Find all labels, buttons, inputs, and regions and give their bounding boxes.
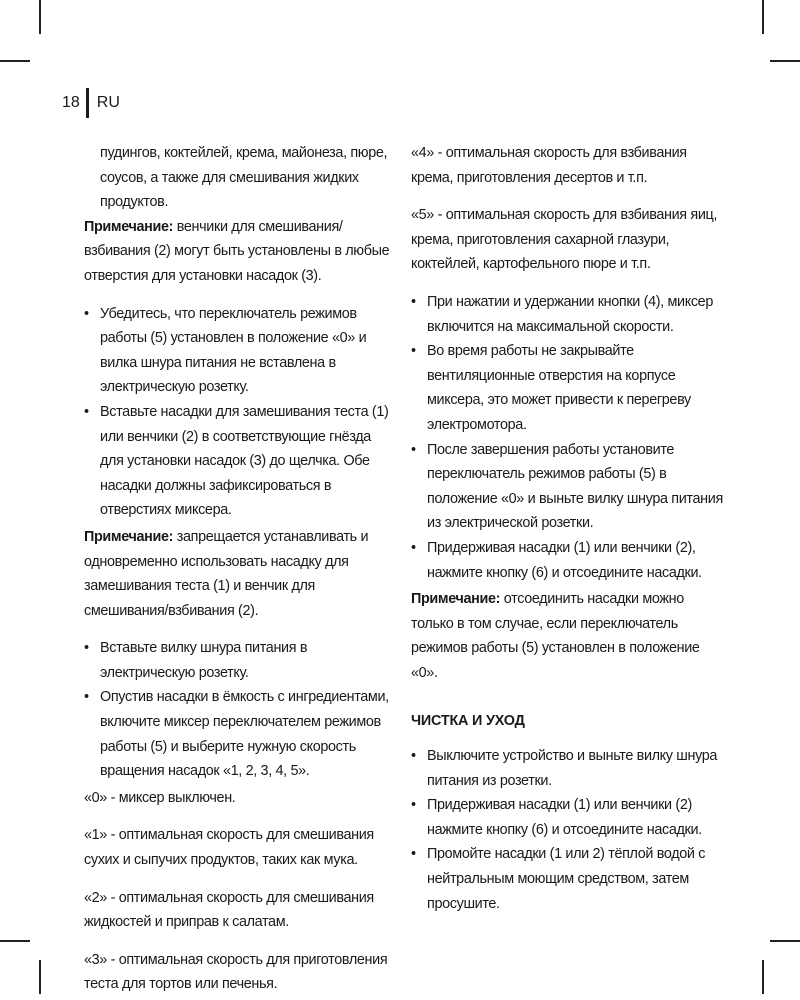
crop-mark (39, 0, 41, 34)
bullet-list (411, 744, 723, 916)
left-column (84, 141, 394, 997)
list-item: • Убедитесь, что переключатель режимов работы (5) установлен в положение «0» и вилка шнура питания не вставлена в электрическую розетку. (84, 302, 394, 400)
note-text: запрещается устанавливать и одновременно использовать насадку для замешивания теста (1) и венчик для смешивания/взбивания (2). (84, 528, 369, 619)
speed-1-text: «1» - оптимальная скорость для смешивания сухих и сыпучих продуктов, таких как мука. (84, 827, 374, 869)
list-item: • Вставьте насадки для замешивания теста (1) или венчики (2) в соответствующие гнёзда для установки насадок (3) до щелчка. Обе насадки должны зафиксироваться в отверстиях миксера. (84, 400, 394, 523)
note-paragraph (84, 525, 394, 623)
crop-mark (770, 60, 800, 62)
speed-4-text: «4» - оптимальная скорость для взбивания крема, приготовления десертов и т.п. (411, 145, 687, 186)
crop-mark (762, 960, 764, 994)
speed-5-text: «5» - оптимальная скорость для взбивания яиц, крема, приготовления сахарной глазури, коктейлей, картофельного пюре и т.п. (411, 207, 718, 273)
section-title: ЧИСТКА И УХОД (411, 713, 525, 730)
speed-3-text: «3» - оптимальная скорость для приготовления теста для тортов или печенья. (84, 951, 388, 993)
crop-mark (762, 0, 764, 34)
crop-mark (0, 60, 30, 62)
note-text: венчики для смешивания/взбивания (2) могут быть установлены в любые отверстия для установки насадок (3). (84, 218, 390, 284)
speed-2-text: «2» - оптимальная скорость для смешивания жидкостей и приправ к салатам. (84, 889, 374, 931)
bullet-list (411, 290, 723, 585)
note-paragraph (84, 215, 394, 289)
speed-0-text: «0» - миксер выключен. (84, 789, 236, 806)
list-item: • Придерживая насадки (1) или венчики (2) нажмите кнопку (6) и отсоедините насадки. (411, 793, 723, 842)
note-label: Примечание: (84, 218, 174, 235)
language-code: RU (96, 94, 120, 111)
note-label: Примечание: (84, 528, 174, 545)
note-label: Примечание: (411, 591, 501, 608)
list-item: • Опустив насадки в ёмкость с ингредиентами, включите миксер переключателем режимов работы (5) и выберите нужную скорость вращения насадок «1, 2, 3, 4, 5». (84, 685, 394, 783)
list-item: • Придерживая насадки (1) или венчики (2), нажмите кнопку (6) и отсоедините насадки. (411, 536, 723, 585)
crop-mark (39, 960, 41, 994)
right-column (411, 141, 723, 918)
bullet-list (84, 302, 394, 523)
crop-mark (770, 940, 800, 942)
continuation-text: пудингов, коктейлей, крема, майонеза, пюре, соусов, а также для смешивания жидких продуктов. (100, 145, 388, 211)
list-item: • При нажатии и удержании кнопки (4), миксер включится на максимальной скорости. (411, 290, 723, 339)
list-item: • Во время работы не закрывайте вентиляционные отверстия на корпусе миксера, это может привести к перегреву электромотора. (411, 339, 723, 437)
list-item: • Вставьте вилку шнура питания в электрическую розетку. (84, 636, 394, 685)
note-paragraph (411, 587, 723, 685)
list-item: • После завершения работы установите переключатель режимов работы (5) в положение «0» и выньте вилку шнура питания из электрической розетки. (411, 438, 723, 536)
page-header (62, 88, 120, 118)
header-divider (86, 88, 89, 118)
page-number: 18 (62, 94, 80, 111)
list-item: • Выключите устройство и выньте вилку шнура питания из розетки. (411, 744, 723, 793)
note-text: отсоединить насадки можно только в том случае, если переключатель режимов работы (5) установлен в положение «0». (411, 591, 700, 681)
crop-mark (0, 940, 30, 942)
bullet-list (84, 636, 394, 784)
list-item: • Промойте насадки (1 или 2) тёплой водой с нейтральным моющим средством, затем просушите. (411, 842, 723, 916)
